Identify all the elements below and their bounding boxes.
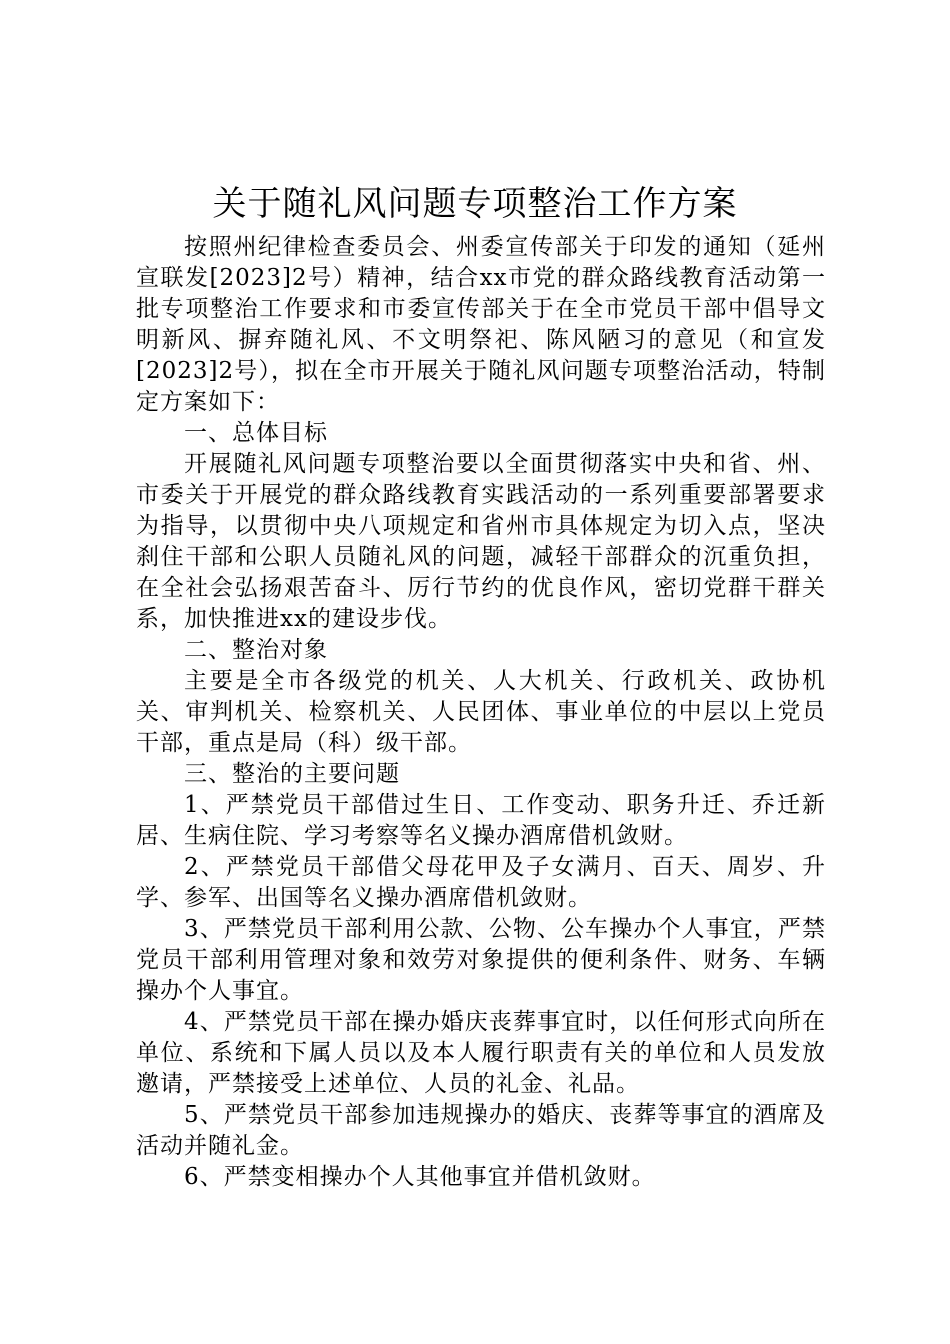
issue-item-4: 4、严禁党员干部在操办婚庆丧葬事宜时，以任何形式向所在单位、系统和下属人员以及本人履行职责有关的单位和人员发放邀请，严禁接受上述单位、人员的礼金、礼品。 [136,1009,826,1097]
document-body [136,232,826,1193]
section-paragraph-targets: 主要是全市各级党的机关、人大机关、行政机关、政协机关、审判机关、检察机关、人民团体、事业单位的中层以上党员干部，重点是局（科）级干部。 [136,668,826,756]
section-heading-targets: 二、整治对象 [184,637,328,663]
issue-item-6: 6、严禁变相操办个人其他事宜并借机敛财。 [184,1164,656,1190]
section-heading-issues: 三、整治的主要问题 [184,761,400,787]
issue-item-5: 5、严禁党员干部参加违规操办的婚庆、丧葬等事宜的酒席及活动并随礼金。 [136,1102,826,1159]
section-paragraph-goals: 开展随礼风问题专项整治要以全面贯彻落实中央和省、州、市委关于开展党的群众路线教育实践活动的一系列重要部署要求为指导，以贯彻中央八项规定和省州市具体规定为切入点，坚决刹住干部和公职人员随礼风的问题，减轻干部群众的沉重负担，在全社会弘扬艰苦奋斗、厉行节约的优良作风，密切党群干群关系，加快推进xx的建设步伐。 [136,451,826,632]
issue-item-1: 1、严禁党员干部借过生日、工作变动、职务升迁、乔迁新居、生病住院、学习考察等名义操办酒席借机敛财。 [136,792,826,849]
issue-item-2: 2、严禁党员干部借父母花甲及子女满月、百天、周岁、升学、参军、出国等名义操办酒席借机敛财。 [136,854,826,911]
document-title: 关于随礼风问题专项整治工作方案 [212,184,738,224]
issue-item-3: 3、严禁党员干部利用公款、公物、公车操办个人事宜，严禁党员干部利用管理对象和效劳对象提供的便利条件、财务、车辆操办个人事宜。 [136,916,826,1004]
section-heading-goals: 一、总体目标 [184,420,328,446]
intro-paragraph: 按照州纪律检查委员会、州委宣传部关于印发的通知（延州宣联发[2023]2号）精神，结合xx市党的群众路线教育活动第一批专项整治工作要求和市委宣传部关于在全市党员干部中倡导文明新风、摒弃随礼风、不文明祭祀、陈风陋习的意见（和宣发[2023]2号），拟在全市开展关于随礼风问题专项整治活动，特制定方案如下： [136,234,826,415]
